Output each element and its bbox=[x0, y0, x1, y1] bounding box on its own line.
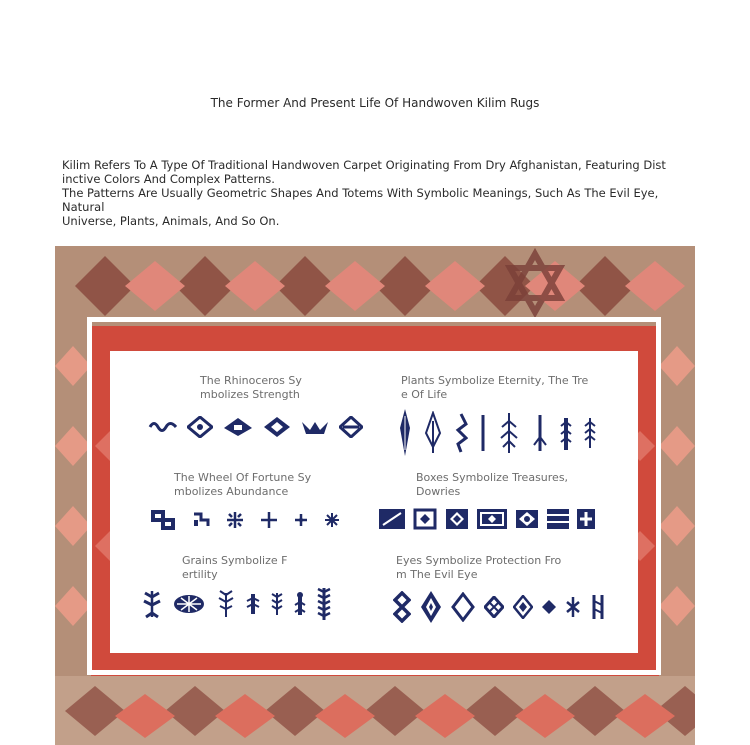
symbol-caption-wheel: The Wheel Of Fortune Sy mbolizes Abundance bbox=[174, 471, 312, 498]
box-motif-row bbox=[379, 508, 595, 530]
rhino-motif-row bbox=[148, 416, 363, 438]
tree-of-life-row bbox=[398, 408, 596, 458]
rhino-motif-icon bbox=[148, 416, 178, 438]
tree-of-life-icon bbox=[480, 413, 486, 453]
grain-motif-icon bbox=[246, 592, 260, 616]
evil-eye-icon bbox=[451, 592, 475, 622]
rhino-motif-icon bbox=[263, 416, 291, 438]
grain-motif-icon bbox=[270, 591, 284, 617]
wheel-of-fortune-icon bbox=[294, 513, 308, 527]
wheel-of-fortune-row bbox=[150, 508, 340, 532]
box-motif-icon bbox=[413, 508, 437, 530]
wheel-of-fortune-icon bbox=[192, 511, 210, 529]
rhino-motif-icon bbox=[300, 416, 330, 438]
symbol-caption-grains: Grains Symbolize F ertility bbox=[182, 554, 288, 581]
symbol-caption-boxes: Boxes Symbolize Treasures, Dowries bbox=[416, 471, 569, 498]
box-motif-icon bbox=[477, 509, 507, 529]
tree-of-life-icon bbox=[532, 413, 548, 453]
evil-eye-row bbox=[393, 590, 606, 624]
evil-eye-icon bbox=[542, 600, 556, 614]
evil-eye-icon bbox=[484, 596, 504, 618]
tree-of-life-icon bbox=[584, 416, 596, 450]
tree-of-life-icon bbox=[560, 414, 572, 452]
wheel-of-fortune-icon bbox=[226, 511, 244, 529]
grain-motif-row bbox=[142, 586, 332, 622]
box-motif-icon bbox=[547, 509, 569, 529]
grain-motif-icon bbox=[294, 590, 306, 618]
intro-line-2: The Patterns Are Usually Geometric Shapes And Totems With Symbolic Meanings, Such As The Evil Eye, Natural Universe, Plants, Animals, And So On. bbox=[62, 186, 659, 228]
box-motif-icon bbox=[515, 509, 539, 529]
symbol-caption-eyes: Eyes Symbolize Protection Fro m The Evil Eye bbox=[396, 554, 562, 581]
grain-motif-icon bbox=[142, 589, 162, 619]
rhino-motif-icon bbox=[339, 416, 363, 438]
tree-of-life-icon bbox=[398, 408, 412, 458]
wheel-of-fortune-icon bbox=[324, 512, 340, 528]
wheel-of-fortune-icon bbox=[260, 511, 278, 529]
symbol-caption-plants: Plants Symbolize Eternity, The Tre e Of Life bbox=[401, 374, 589, 401]
tree-of-life-icon bbox=[498, 411, 520, 455]
grain-motif-icon bbox=[316, 586, 332, 622]
symbol-caption-rhinoceros: The Rhinoceros Sy mbolizes Strength bbox=[200, 374, 302, 401]
rhino-motif-icon bbox=[222, 416, 254, 438]
grain-motif-icon bbox=[216, 589, 236, 619]
tree-of-life-icon bbox=[424, 411, 442, 455]
box-motif-icon bbox=[445, 508, 469, 530]
box-motif-icon bbox=[577, 509, 595, 529]
grain-motif-icon bbox=[172, 592, 206, 616]
intro-line-1: Kilim Refers To A Type Of Traditional Handwoven Carpet Originating From Dry Afghanistan, Featuring Dist inctive Colors And Complex Patterns. bbox=[62, 158, 666, 186]
box-motif-icon bbox=[379, 509, 405, 529]
intro-text bbox=[62, 158, 702, 228]
wheel-of-fortune-icon bbox=[150, 508, 176, 532]
rhino-motif-icon bbox=[187, 416, 213, 438]
evil-eye-icon bbox=[590, 593, 606, 621]
evil-eye-icon bbox=[565, 596, 581, 618]
evil-eye-icon bbox=[393, 591, 411, 623]
page-title: The Former And Present Life Of Handwoven Kilim Rugs bbox=[210, 96, 540, 110]
evil-eye-icon bbox=[513, 595, 533, 619]
tree-of-life-icon bbox=[454, 412, 468, 454]
evil-eye-icon bbox=[420, 590, 442, 624]
